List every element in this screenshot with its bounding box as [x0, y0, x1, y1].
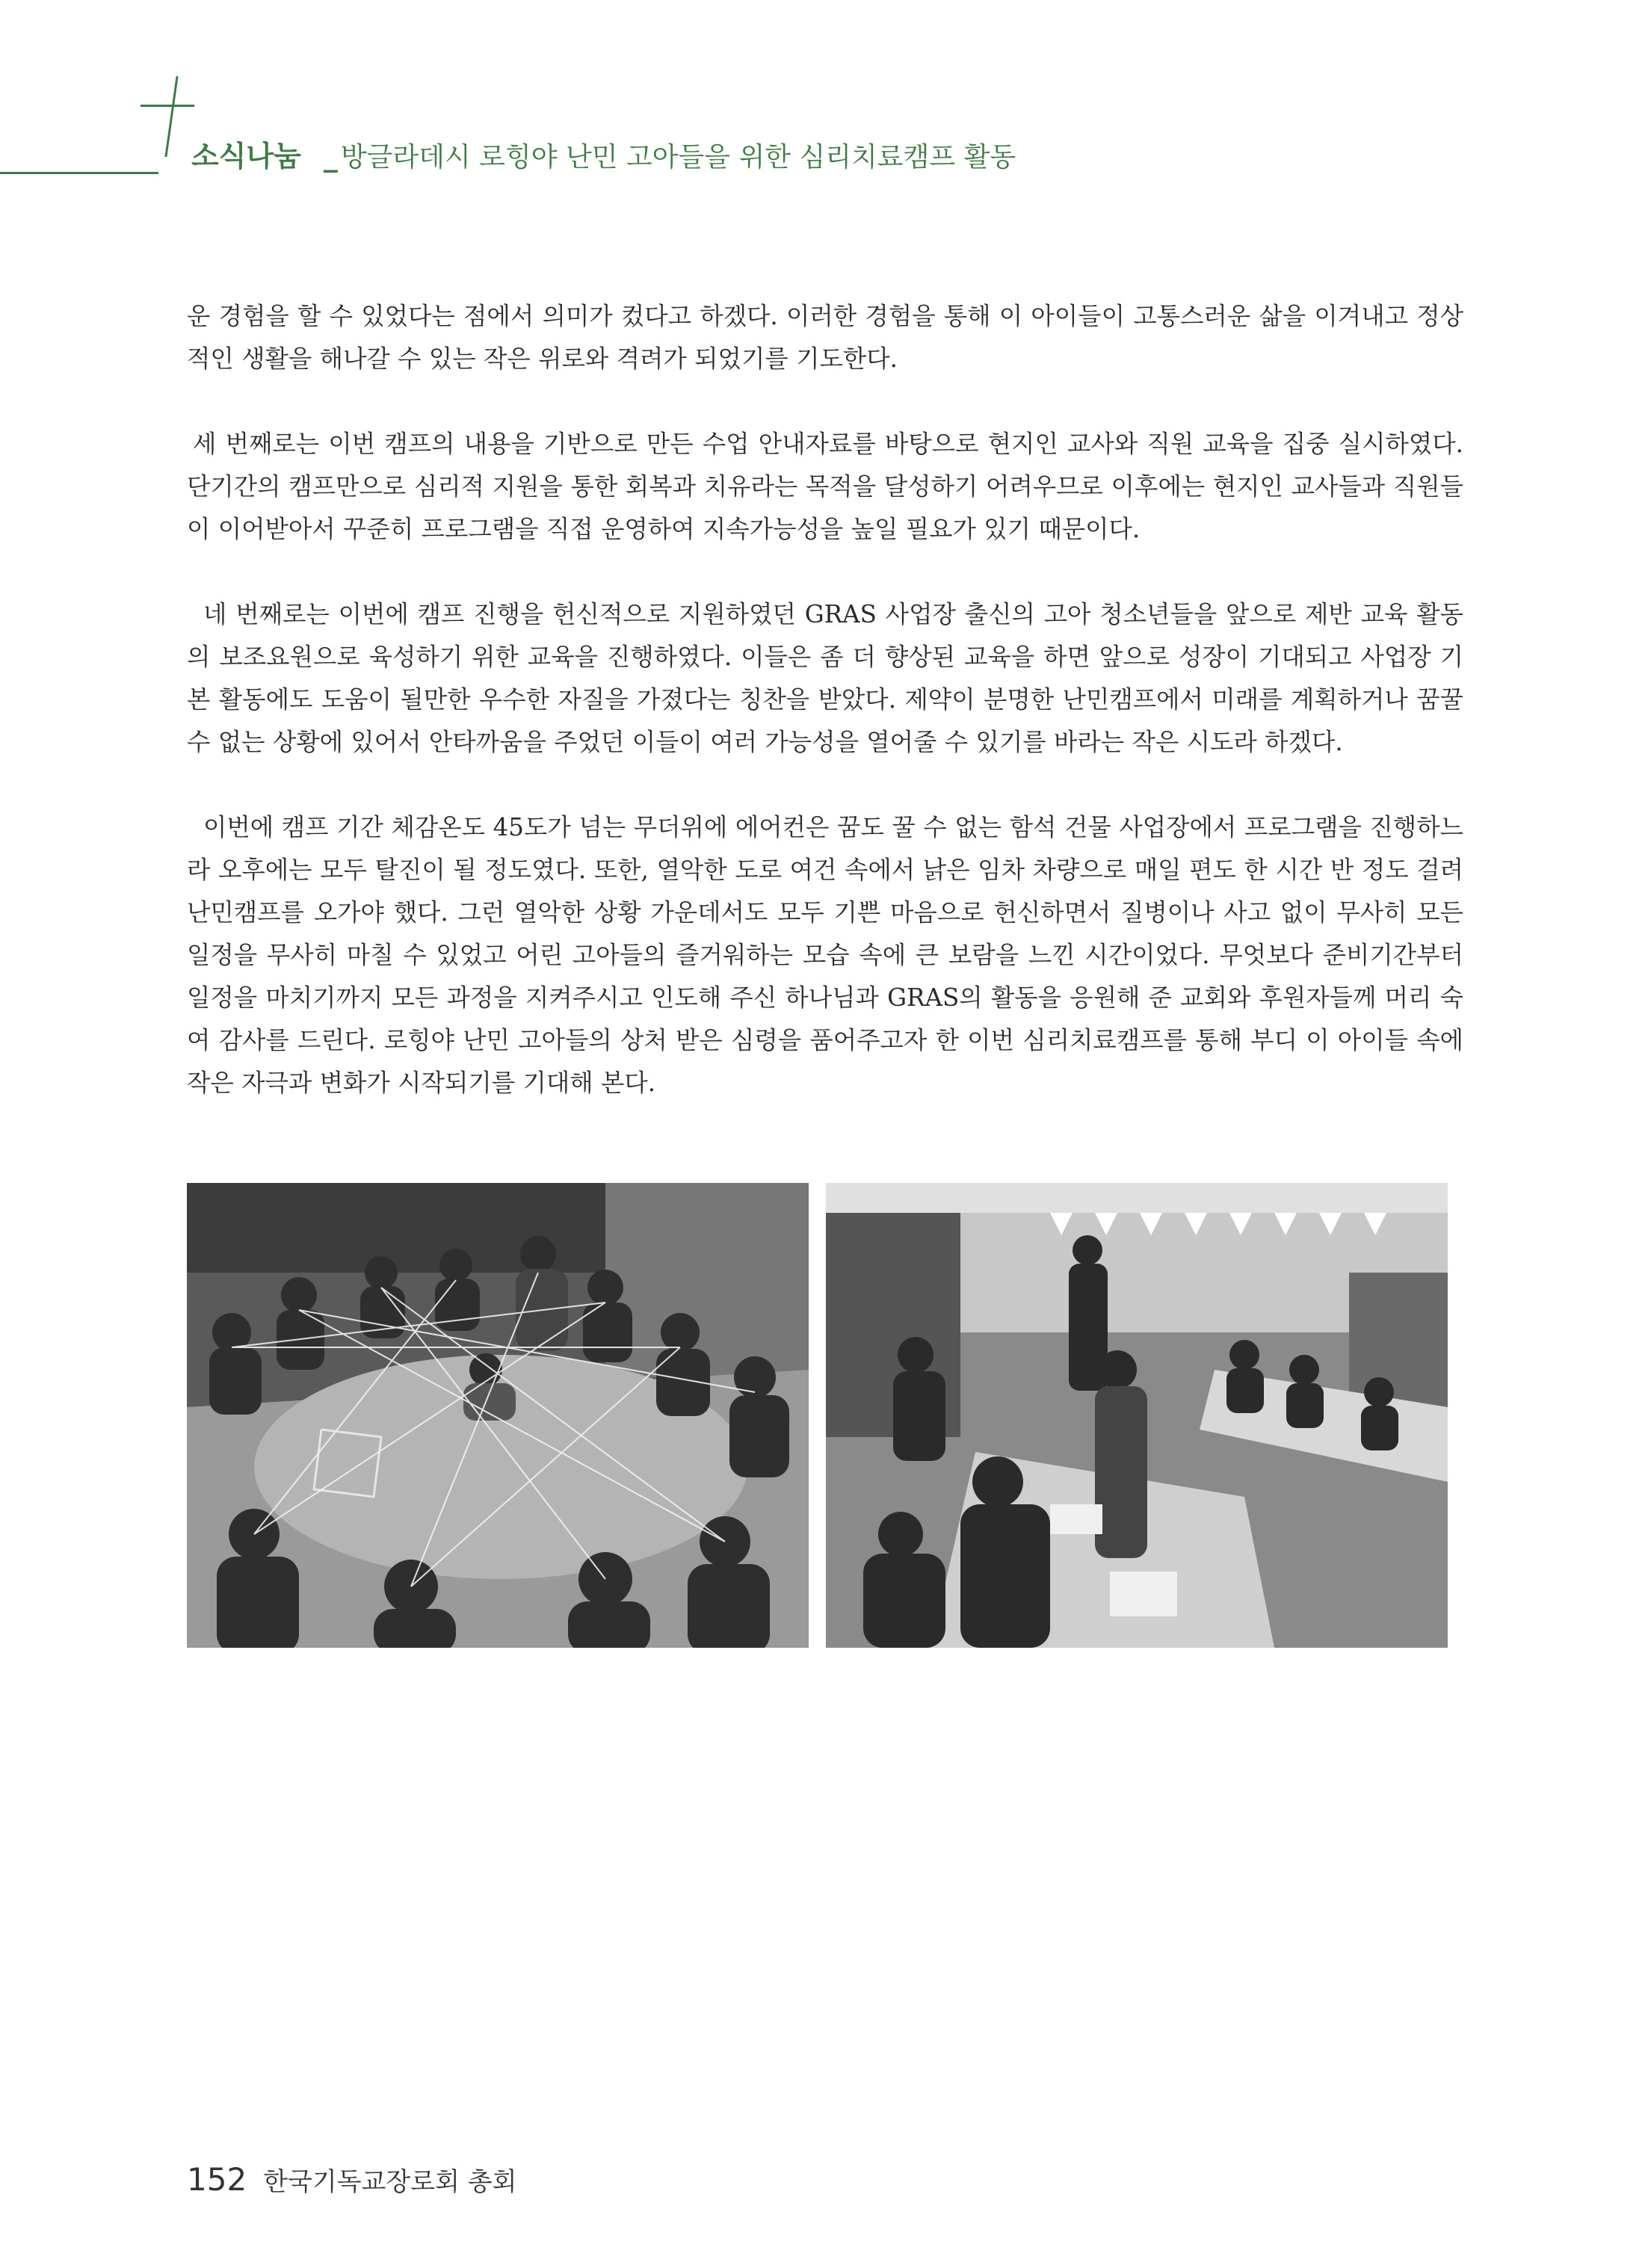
paragraph-3: 네 번째로는 이번에 캠프 진행을 헌신적으로 지원하였던 GRAS 사업장 출신의 고아 청소년들을 앞으로 제반 교육 활동의 보조요원으로 육성하기 위한 교육을 진행하였다. 이들은 좀 더 향상된 교육을 하면 앞으로 성장이 기대되고 사업장 기본 활동에도 도움이 될만한 우수한 자질을 가졌다는 칭찬을 받았다. 제약이 분명한 난민캠프에서 미래를 계획하거나 꿈꿀 수 없는 상황에 있어서 안타까움을 주었던 이들이 여러 가능성을 열어줄 수 있기를 바라는 작은 시도라 하겠다. — [187, 600, 1463, 756]
page-footer — [187, 2161, 516, 2198]
string-web-activity-photo — [187, 1183, 809, 1648]
header-separator: _ — [323, 140, 338, 173]
header-rule — [0, 172, 158, 174]
article-title: 방글라데시 로힝야 난민 고아들을 위한 심리치료캠프 활동 — [340, 142, 1016, 173]
classroom-drawing-photo — [826, 1183, 1448, 1648]
article-body — [187, 295, 1463, 1104]
section-name: 소식나눔 — [191, 140, 301, 173]
paragraph-2: 세 번째로는 이번 캠프의 내용을 기반으로 만든 수업 안내자료를 바탕으로 현지인 교사와 직원 교육을 집중 실시하였다. 단기간의 캠프만으로 심리적 지원을 통한 회복과 치유라는 목적을 달성하기 어려우므로 이후에는 현지인 교사들과 직원들이 이어받아서 꾸준히 프로그램을 직접 운영하여 지속가능성을 높일 필요가 있기 때문이다. — [187, 430, 1463, 543]
header-cross-bar — [141, 105, 194, 107]
publication-name: 한국기독교장로회 총회 — [263, 2167, 517, 2197]
paragraph-4: 이번에 캠프 기간 체감온도 45도가 넘는 무더위에 에어컨은 꿈도 꿀 수 없는 함석 건물 사업장에서 프로그램을 진행하느라 오후에는 모두 탈진이 될 정도였다. 또한, 열악한 도로 여건 속에서 낡은 임차 차량으로 매일 편도 한 시간 반 정도 걸려 난민캠프를 오가야 했다. 그런 열악한 상황 가운데서도 모두 기쁜 마음으로 헌신하면서 질병이나 사고 없이 무사히 모든 일정을 무사히 마칠 수 있었고 어린 고아들의 즐거워하는 모습 속에 큰 보람을 느낀 시간이었다. 무엇보다 준비기간부터 일정을 마치기까지 모든 과정을 지켜주시고 인도해 주신 하나님과 GRAS의 활동을 응원해 준 교회와 후원자들께 머리 숙여 감사를 드린다. 로힝야 난민 고아들의 상처 받은 심령을 품어주고자 한 이번 심리치료캠프를 통해 부디 이 아이들 속에 작은 자극과 변화가 시작되기를 기대해 본다. — [187, 813, 1463, 1097]
page-number: 152 — [187, 2161, 247, 2198]
header-title — [191, 133, 1016, 178]
paragraph-1: 운 경험을 할 수 있었다는 점에서 의미가 컸다고 하겠다. 이러한 경험을 통해 이 아이들이 고통스러운 삶을 이겨내고 정상적인 생활을 해나갈 수 있는 작은 위로와 격려가 되었기를 기도한다. — [187, 302, 1463, 373]
header-cross-stem — [164, 76, 178, 157]
